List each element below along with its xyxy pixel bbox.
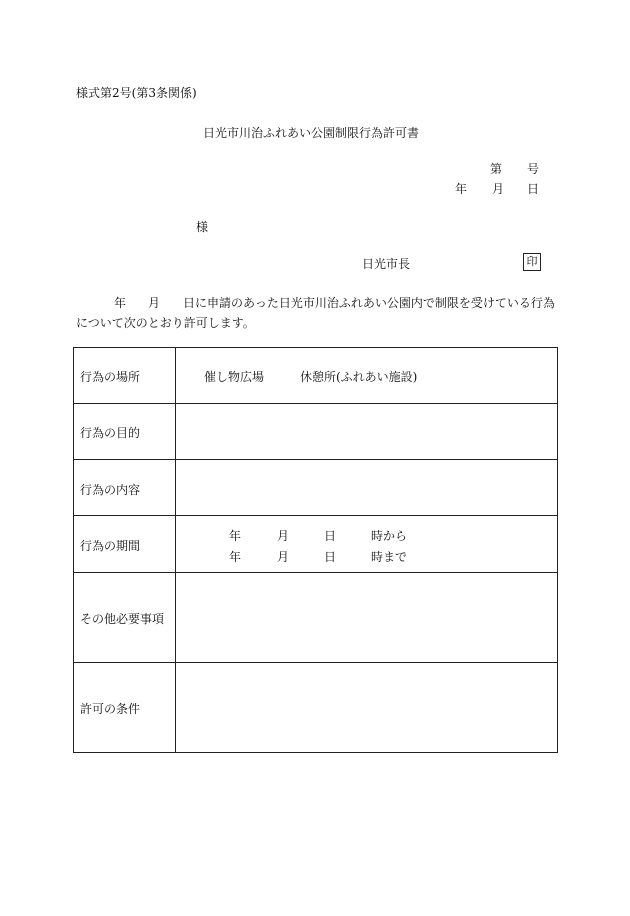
- period-from-time: 時から: [371, 529, 408, 543]
- table-row-divider: [73, 662, 558, 663]
- row-label-place: 行為の場所: [80, 370, 141, 384]
- addressee-suffix: 様: [196, 220, 209, 234]
- body-line2: について次のとおり許可します。: [76, 316, 255, 330]
- table-border-right: [557, 347, 558, 753]
- period-from-month: 月: [277, 529, 290, 543]
- period-to-year: 年: [229, 550, 242, 564]
- table-row-divider: [73, 459, 558, 460]
- form-number: 様式第2号(第3条関係): [76, 86, 197, 100]
- date-year: 年: [455, 182, 468, 196]
- number-suffix: 号: [527, 162, 540, 176]
- issuer: 日光市長: [362, 257, 411, 271]
- place-option-event-plaza: 催し物広場: [204, 370, 265, 384]
- date-day: 日: [527, 182, 540, 196]
- table-column-divider: [175, 347, 176, 753]
- row-label-content: 行為の内容: [80, 483, 141, 497]
- period-from-year: 年: [229, 529, 242, 543]
- seal-box: 印: [523, 253, 541, 271]
- table-border-left: [73, 347, 74, 753]
- body-year: 年: [114, 296, 127, 310]
- page-title: 日光市川治ふれあい公園制限行為許可書: [203, 126, 420, 140]
- table-border-bottom: [73, 752, 558, 753]
- number-prefix: 第: [490, 162, 503, 176]
- table-row-divider: [73, 403, 558, 404]
- period-from-day: 日: [324, 529, 337, 543]
- period-to-time: 時まで: [371, 550, 408, 564]
- row-label-conditions: 許可の条件: [80, 702, 141, 716]
- place-option-rest-area: 休憩所(ふれあい施設): [300, 370, 418, 384]
- body-month: 月: [148, 296, 161, 310]
- table-row-divider: [73, 515, 558, 516]
- period-to-month: 月: [277, 550, 290, 564]
- table-row-divider: [73, 572, 558, 573]
- row-label-other: その他必要事項: [80, 612, 165, 626]
- row-label-purpose: 行為の目的: [80, 426, 141, 440]
- table-border-top: [73, 347, 558, 348]
- date-month: 月: [492, 182, 505, 196]
- body-line1: 日に申請のあった日光市川治ふれあい公園内で制限を受けている行為: [183, 296, 555, 310]
- period-to-day: 日: [324, 550, 337, 564]
- row-label-period: 行為の期間: [80, 539, 141, 553]
